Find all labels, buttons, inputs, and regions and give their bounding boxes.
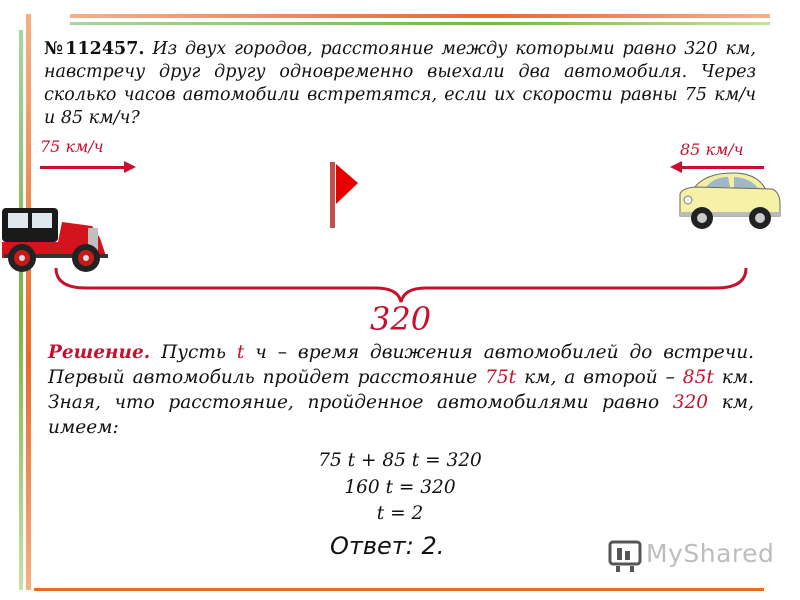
solution-part: км, имеем:	[48, 392, 754, 438]
distance-brace	[50, 264, 752, 304]
left-arrow-shaft	[40, 166, 126, 169]
left-speed-label: 75 км/ч	[40, 137, 104, 156]
meeting-flag-icon	[328, 160, 362, 230]
solution-part: ч – время движения автомобилей до встречи. Первый автомобиль пройдет расстояние	[48, 342, 755, 388]
equation-2: 160 t = 320	[344, 477, 456, 498]
problem-text: Из двух городов, расстояние между которыми равно 320 км, навстречу друг другу одновременно выехали два автомобиля. Через сколько часов автомобили встретятся, если их скорости равны 75 км/ч и 85 км/ч?	[44, 39, 756, 128]
yellow-car-icon	[676, 168, 782, 232]
solution-part: км. Зная, что расстояние, пройденное автомобилями равно	[48, 367, 755, 413]
myshared-logo-text: MyShared	[646, 539, 775, 568]
left-arrow-head	[124, 161, 136, 173]
myshared-logo-icon	[608, 538, 644, 574]
top-green-bar	[70, 22, 770, 25]
problem-statement	[44, 38, 756, 130]
variable-t: t	[236, 342, 245, 363]
bottom-orange-bar	[34, 588, 764, 591]
first-distance: 75t	[485, 367, 517, 388]
problem-number: №112457.	[44, 39, 145, 59]
equation-1: 75 t + 85 t = 320	[318, 450, 482, 471]
red-car-icon	[0, 198, 112, 274]
distance-value: 320	[370, 300, 432, 338]
total-distance: 320	[672, 392, 709, 413]
solution-part: Пусть	[150, 342, 237, 363]
right-speed-label: 85 км/ч	[680, 140, 744, 159]
solution-label: Решение.	[48, 342, 151, 363]
solution-part: км, а второй –	[516, 367, 683, 388]
solution-text	[48, 340, 754, 440]
top-orange-bar	[70, 14, 770, 18]
equation-3: t = 2	[376, 503, 424, 524]
second-distance: 85t	[682, 367, 714, 388]
answer: Ответ: 2.	[330, 532, 445, 560]
